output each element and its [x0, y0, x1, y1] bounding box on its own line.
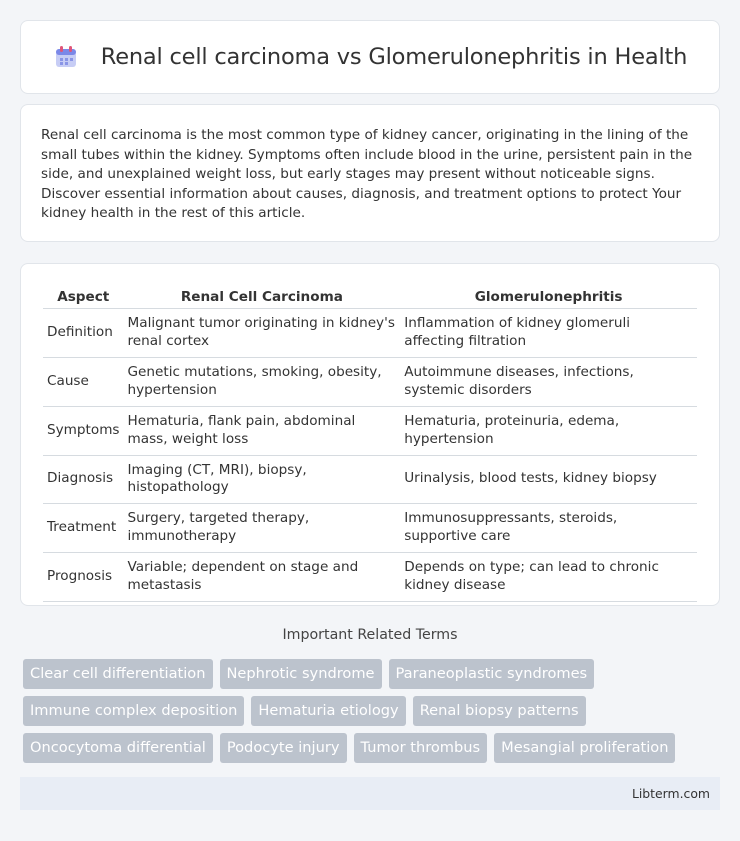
footer-site-link[interactable]: Libterm.com	[631, 786, 710, 801]
header-rcc: Renal Cell Carcinoma	[124, 286, 401, 308]
related-terms	[23, 659, 723, 770]
page-title: Renal cell carcinoma vs Glomerulonephritis in Health	[100, 44, 688, 70]
tag-paraneoplastic-syndromes[interactable]: Paraneoplastic syndromes	[389, 659, 595, 689]
row-gn: Immunosuppressants, steroids, supportive care	[400, 503, 697, 552]
tag-tumor-thrombus[interactable]: Tumor thrombus	[354, 733, 488, 763]
row-gn: Inflammation of kidney glomeruli affecting filtration	[400, 308, 697, 357]
related-terms-title: Important Related Terms	[282, 627, 458, 643]
intro-text: Renal cell carcinoma is the most common type of kidney cancer, originating in the lining of the small tubes within the kidney. Symptoms often include blood in the urine, persistent pain in the side, and unexplained weight loss, but early stages may present without noticeable signs. Discover essential information about causes, diagnosis, and treatment options to protect Your kidney health in the rest of this article.	[41, 127, 693, 222]
row-gn: Urinalysis, blood tests, kidney biopsy	[400, 455, 697, 503]
tag-hematuria-etiology[interactable]: Hematuria etiology	[251, 696, 405, 726]
row-gn: Hematuria, proteinuria, edema, hypertension	[400, 406, 697, 455]
row-aspect: Cause	[43, 357, 124, 406]
tag-mesangial-proliferation[interactable]: Mesangial proliferation	[494, 733, 675, 763]
row-aspect: Prognosis	[43, 552, 124, 601]
footer	[20, 777, 720, 810]
table-row	[43, 308, 697, 357]
tag-clear-cell-differentiation[interactable]: Clear cell differentiation	[23, 659, 213, 689]
row-rcc: Imaging (CT, MRI), biopsy, histopathology	[124, 455, 401, 503]
row-rcc: Genetic mutations, smoking, obesity, hypertension	[124, 357, 401, 406]
row-rcc: Malignant tumor originating in kidney's renal cortex	[124, 308, 401, 357]
calendar-icon	[53, 44, 79, 70]
tag-renal-biopsy-patterns[interactable]: Renal biopsy patterns	[413, 696, 586, 726]
header-aspect: Aspect	[43, 286, 124, 308]
table-row	[43, 503, 697, 552]
tag-nephrotic-syndrome[interactable]: Nephrotic syndrome	[220, 659, 382, 689]
row-aspect: Treatment	[43, 503, 124, 552]
tag-oncocytoma-differential[interactable]: Oncocytoma differential	[23, 733, 213, 763]
row-gn: Autoimmune diseases, infections, systemic disorders	[400, 357, 697, 406]
comparison-card	[20, 263, 720, 606]
tag-row	[23, 659, 723, 689]
table-row	[43, 552, 697, 601]
intro-card	[20, 104, 720, 242]
comparison-table	[43, 286, 697, 602]
row-aspect: Definition	[43, 308, 124, 357]
table-row	[43, 406, 697, 455]
tag-row	[23, 733, 723, 763]
row-aspect: Diagnosis	[43, 455, 124, 503]
tag-immune-complex-deposition[interactable]: Immune complex deposition	[23, 696, 244, 726]
row-aspect: Symptoms	[43, 406, 124, 455]
tag-row	[23, 696, 723, 726]
row-gn: Depends on type; can lead to chronic kidney disease	[400, 552, 697, 601]
tag-podocyte-injury[interactable]: Podocyte injury	[220, 733, 347, 763]
table-row	[43, 357, 697, 406]
table-row	[43, 455, 697, 503]
row-rcc: Surgery, targeted therapy, immunotherapy	[124, 503, 401, 552]
table-header-row	[43, 286, 697, 308]
header-gn: Glomerulonephritis	[400, 286, 697, 308]
row-rcc: Hematuria, flank pain, abdominal mass, weight loss	[124, 406, 401, 455]
header-card	[20, 20, 720, 94]
row-rcc: Variable; dependent on stage and metastasis	[124, 552, 401, 601]
